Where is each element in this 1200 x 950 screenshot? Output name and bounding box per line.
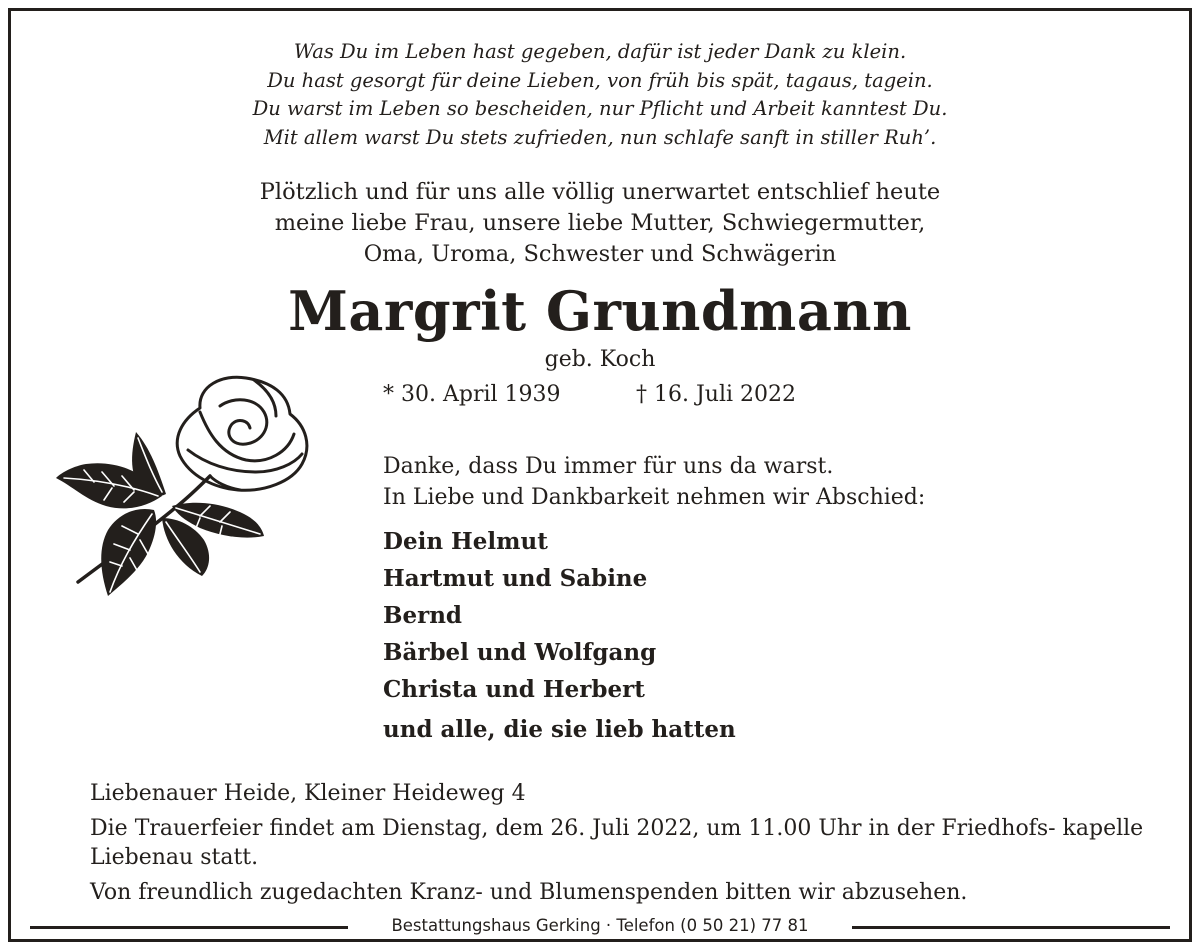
mourner: Hartmut und Sabine — [383, 565, 648, 592]
thanks-line: In Liebe und Dankbarkeit nehmen wir Abschied: — [383, 485, 926, 510]
footer-rule-right — [852, 926, 1170, 929]
intro-line: meine liebe Frau, unsere liebe Mutter, Schwiegermutter, — [274, 210, 926, 236]
death-date: † 16. Juli 2022 — [636, 382, 797, 407]
thanks-text — [383, 451, 925, 513]
mourner: und alle, die sie lieb hatten — [383, 716, 736, 743]
poem-line: Du hast gesorgt für deine Lieben, von früh bis spät, tagaus, tagein. — [267, 68, 933, 92]
poem-line: Was Du im Leben hast gegeben, dafür ist jeder Dank zu klein. — [293, 40, 907, 63]
poem-line: Mit allem warst Du stets zufrieden, nun schlafe sanft in stiller Ruh’. — [263, 125, 937, 149]
poem-line: Du warst im Leben so bescheiden, nur Pflicht und Arbeit kanntest Du. — [252, 97, 948, 120]
address: Liebenauer Heide, Kleiner Heideweg 4 — [90, 781, 526, 806]
funeral-home-footer: Bestattungshaus Gerking · Telefon (0 50 21) 77 81 — [348, 913, 852, 939]
birth-date: * 30. April 1939 — [383, 382, 561, 407]
deceased-name: Margrit Grundmann — [288, 279, 912, 343]
announcement-intro — [0, 177, 1200, 270]
funeral-notice: Die Trauerfeier findet am Dienstag, dem 26. Juli 2022, um 11.00 Uhr in der Friedhofs- kapelle Liebenau statt. — [90, 816, 1144, 870]
mourner: Dein Helmut — [383, 528, 548, 555]
intro-line: Oma, Uroma, Schwester und Schwägerin — [363, 241, 837, 267]
mourner: Bernd — [383, 602, 462, 629]
footer-rule-left — [30, 926, 348, 929]
thanks-line: Danke, dass Du immer für uns da warst. — [383, 454, 834, 479]
mourners-list — [383, 523, 736, 748]
intro-line: Plötzlich und für uns alle völlig unerwartet entschlief heute — [259, 179, 941, 205]
poem — [0, 38, 1200, 152]
donations-notice: Von freundlich zugedachten Kranz- und Blumenspenden bitten wir abzusehen. — [90, 880, 968, 905]
mourner: Christa und Herbert — [383, 676, 645, 703]
mourner: Bärbel und Wolfgang — [383, 639, 657, 666]
maiden-name: geb. Koch — [544, 347, 656, 372]
rose-icon — [50, 368, 320, 604]
